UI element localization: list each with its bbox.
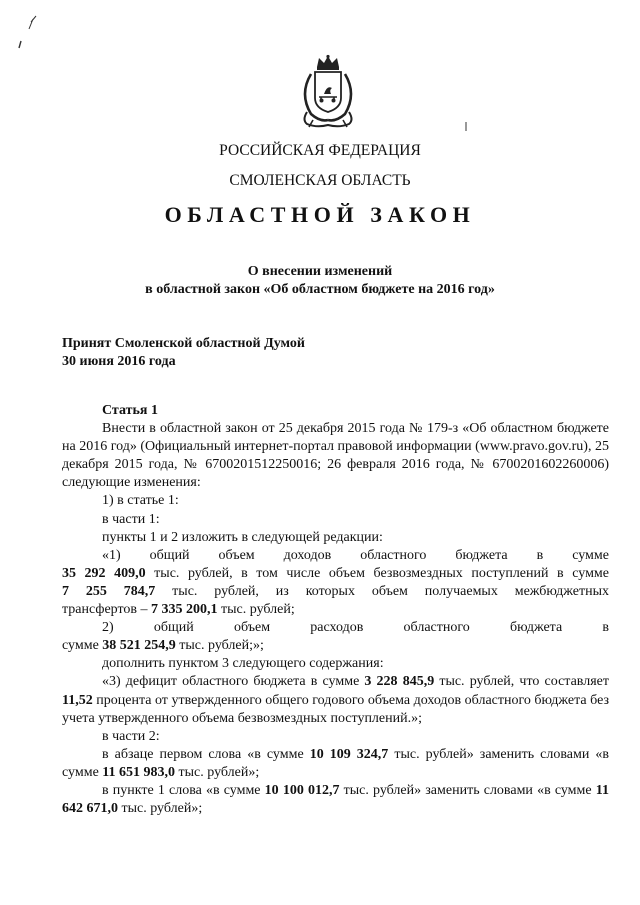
article-body	[62, 402, 609, 818]
point-1-text-4-end: тыс. рублей;	[217, 602, 295, 618]
pt-new-amount: 11 642 671,0	[62, 782, 609, 817]
point-2-text-2: сумме	[62, 638, 103, 654]
abz-text-a: в абзаце первом слова «в сумме	[102, 746, 310, 762]
add-point-3: дополнить пунктом 3 следующего содержания:	[102, 656, 384, 672]
item-1: 1) в статье 1:	[102, 493, 179, 509]
pt-text-a: в пункте 1 слова «в сумме	[102, 782, 265, 798]
region-name: СМОЛЕНСКАЯ ОБЛАСТЬ	[229, 172, 411, 189]
points-intro: пункты 1 и 2 изложить в следующей редакции:	[102, 529, 383, 545]
point-1-line-3	[62, 583, 609, 601]
adoption-body: Принят Смоленской областной Думой	[62, 336, 305, 351]
abz-text-end: тыс. рублей»;	[175, 764, 260, 780]
point-2-line-2	[62, 637, 609, 655]
article-intro: Внести в областной закон от 25 декабря 2015 года № 179-з «Об областном бюджете на 2016 год» (Официальный интернет-портал правовой информации (www.pravo.gov.ru), 25 декабря 2015 года, № 6700201512250016; 26 февраля 2016 года, № 6700201602260006) следующие изменения:	[62, 421, 609, 491]
point-2-text-2-end: тыс. рублей;»;	[175, 638, 264, 654]
point-1-text-3: тыс. рублей, из которых объем получаемых межбюджетных	[155, 583, 609, 599]
grants-total: 7 255 784,7	[62, 583, 156, 599]
coat-of-arms-emblem	[293, 54, 363, 128]
transfers-total: 7 335 200,1	[151, 602, 218, 618]
law-subject-line-1: О внесении изменений	[247, 264, 393, 279]
point-3-text-b: тыс. рублей, что составляет	[434, 674, 609, 690]
part-1: в части 1:	[102, 511, 160, 527]
point-one-change	[62, 782, 609, 818]
deficit-total: 3 228 845,9	[364, 674, 435, 690]
country-name: РОССИЙСКАЯ ФЕДЕРАЦИЯ	[219, 142, 421, 159]
pt-text-b: тыс. рублей» заменить словами «в сумме	[339, 782, 596, 798]
expenditure-total: 38 521 254,9	[102, 638, 176, 654]
point-3	[62, 673, 609, 727]
point-1-text-2: тыс. рублей, в том числе объем безвозмездных поступлений в сумме	[145, 565, 610, 581]
article-heading: Статья 1	[102, 403, 158, 418]
adoption-info	[62, 335, 305, 371]
pt-text-end: тыс. рублей»;	[118, 801, 203, 817]
law-subject-line-2: в областной закон «Об областном бюджете на 2016 год»	[145, 282, 495, 297]
point-1-text-4: трансфертов –	[62, 602, 152, 618]
document-type-title: ОБЛАСТНОЙ ЗАКОН	[164, 202, 476, 227]
revenue-total: 35 292 409,0	[62, 565, 146, 581]
pt-old-amount: 10 100 012,7	[264, 782, 340, 798]
deficit-percent: 11,52	[62, 692, 93, 708]
abz-text-b: тыс. рублей» заменить словами «в сумме	[62, 746, 609, 780]
paragraph-one-change	[62, 746, 609, 782]
point-3-text-c: процента от утвержденного общего годового объема доходов областного бюджета без учета утвержденного объема безвозмездных поступлений.»;	[62, 692, 609, 726]
point-2-line-1: 2) общий объем расходов областного бюджета в	[102, 620, 609, 636]
point-1-line-2	[62, 565, 609, 583]
law-subject	[0, 263, 640, 299]
point-1-line-1: «1) общий объем доходов областного бюджета в сумме	[102, 547, 609, 563]
point-3-text-a: «3) дефицит областного бюджета в сумме	[102, 674, 365, 690]
abz-new-amount: 11 651 983,0	[102, 764, 176, 780]
part-2: в части 2:	[102, 728, 160, 744]
abz-old-amount: 10 109 324,7	[309, 746, 389, 762]
adoption-date: 30 июня 2016 года	[62, 354, 176, 369]
point-1-line-4	[62, 601, 609, 619]
